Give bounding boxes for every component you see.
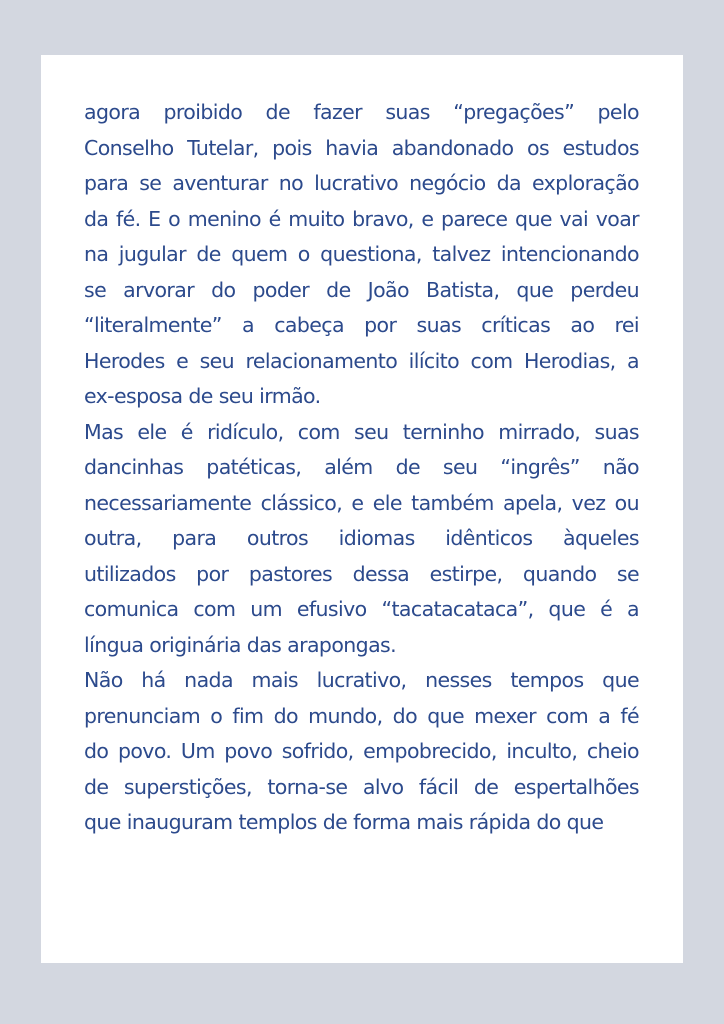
document-page [41, 55, 683, 963]
text-line: necessariamente clássico, e ele também apela, vez ou [84, 490, 639, 515]
text-line: utilizados por pastores dessa estirpe, quando se [84, 561, 639, 586]
text-line: língua originária das arapongas. [84, 632, 397, 657]
text-line: da fé. E o menino é muito bravo, e parece que vai voar [84, 206, 639, 231]
text-line: que inauguram templos de forma mais rápida do que [84, 810, 604, 834]
text-line: prenunciam o fim do mundo, do que mexer com a fé [84, 703, 639, 728]
text-line: na jugular de quem o questiona, talvez intencionando [84, 242, 639, 266]
text-line: agora proibido de fazer suas “pregações” pelo [84, 100, 639, 124]
text-line: do povo. Um povo sofrido, empobrecido, inculto, cheio [84, 739, 639, 763]
text-line: Mas ele é ridículo, com seu terninho mirrado, suas [84, 419, 639, 444]
text-line: Herodes e seu relacionamento ilícito com Herodias, a [84, 348, 639, 373]
text-line: ex-esposa de seu irmão. [84, 384, 321, 408]
text-line: Não há nada mais lucrativo, nesses tempos que [84, 668, 639, 692]
text-line: dancinhas patéticas, além de seu “ingrês” não [84, 455, 639, 479]
text-line: se arvorar do poder de João Batista, que perdeu [84, 277, 639, 302]
paragraph-3 [84, 663, 639, 841]
text-line: comunica com um efusivo “tacatacataca”, que é a [84, 597, 639, 621]
body-text [84, 95, 639, 841]
text-line: de superstições, torna-se alvo fácil de espertalhões [84, 774, 639, 799]
text-line: para se aventurar no lucrativo negócio da exploração [84, 171, 639, 195]
text-line: outra, para outros idiomas idênticos àqueles [84, 526, 639, 550]
text-line: “literalmente” a cabeça por suas críticas ao rei [84, 313, 639, 337]
text-line: Conselho Tutelar, pois havia abandonado os estudos [84, 135, 639, 160]
paragraph-2 [84, 415, 639, 664]
paragraph-1 [84, 95, 639, 415]
